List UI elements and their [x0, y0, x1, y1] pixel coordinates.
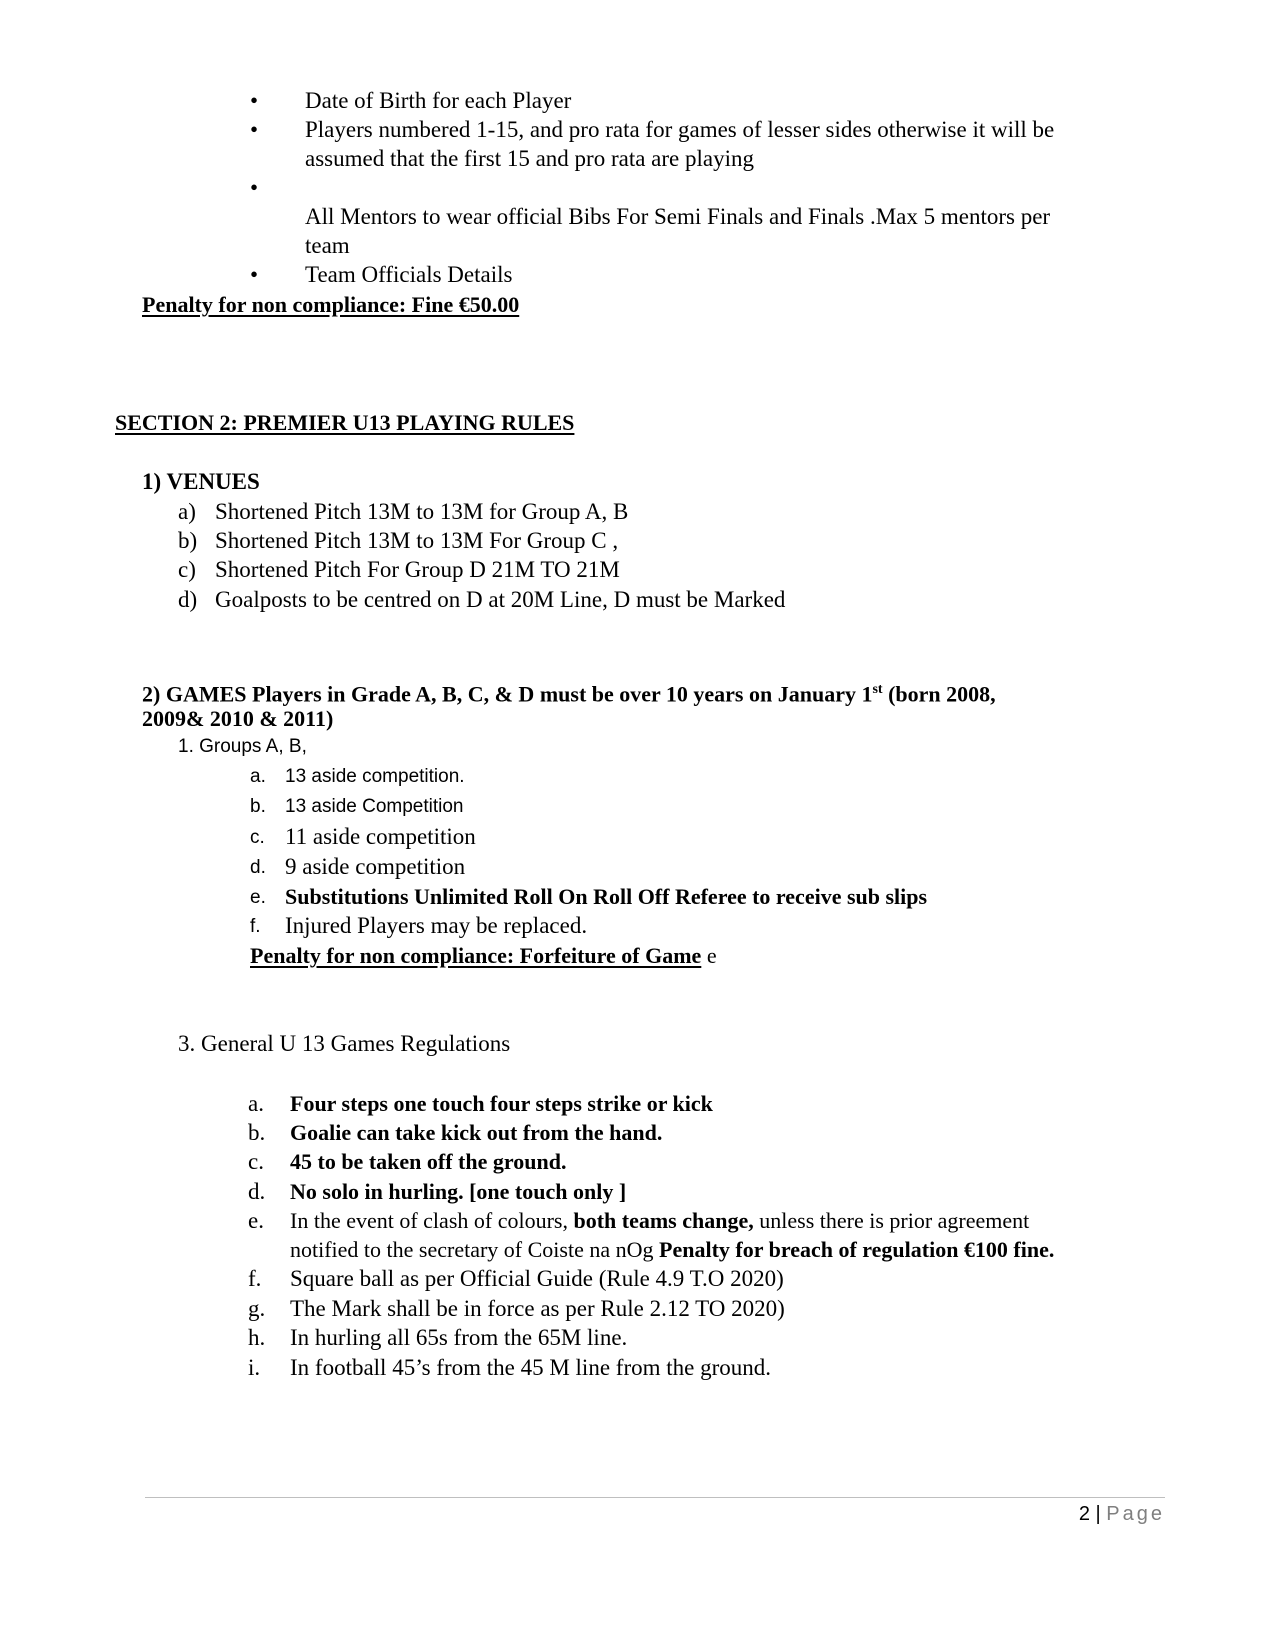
list-marker: a.	[248, 1091, 264, 1116]
list-item: Square ball as per Official Guide (Rule 4.9 T.O 2020)	[290, 1266, 784, 1291]
page-label: Page	[1106, 1503, 1165, 1525]
list-marker: g.	[248, 1296, 266, 1321]
footer-divider	[145, 1497, 1165, 1498]
list-marker: d.	[248, 1179, 266, 1204]
list-marker: c)	[178, 557, 196, 582]
list-item: Date of Birth for each Player	[305, 88, 572, 113]
list-marker: e.	[248, 1208, 264, 1233]
groups-label: 1. Groups A, B,	[178, 736, 307, 757]
list-item: 45 to be taken off the ground.	[290, 1149, 567, 1174]
list-item: 9 aside competition	[285, 854, 466, 879]
list-marker: b.	[250, 796, 266, 817]
list-marker: b)	[178, 528, 198, 553]
list-item: Four steps one touch four steps strike or kick	[290, 1091, 713, 1116]
page-number: 2	[1078, 1503, 1090, 1525]
games-penalty	[250, 941, 717, 971]
list-marker: c.	[250, 827, 265, 848]
list-item: Goalposts to be centred on D at 20M Line, D must be Marked	[215, 587, 786, 612]
list-marker: d.	[250, 857, 266, 878]
clash-text-cont: notified to the secretary of Coiste na nOg	[290, 1237, 660, 1262]
bullet: •	[250, 88, 259, 113]
list-item: No solo in hurling. [one touch only ]	[290, 1179, 627, 1204]
list-item: All Mentors to wear official Bibs For Semi Finals and Finals .Max 5 mentors per	[305, 204, 1051, 229]
list-item: In hurling all 65s from the 65M line.	[290, 1325, 628, 1350]
list-marker: f.	[248, 1266, 262, 1291]
games-heading-text: 2) GAMES Players in Grade A, B, C, & D must be over 10 years on January 1	[142, 681, 873, 707]
bullet: •	[250, 117, 259, 142]
bullet: •	[250, 175, 259, 200]
bullet: •	[250, 262, 259, 287]
page-separator: |	[1095, 1503, 1101, 1525]
list-item: 13 aside Competition	[285, 796, 464, 817]
penalty-tail: e	[701, 943, 717, 968]
list-item: Players numbered 1-15, and pro rata for games of lesser sides otherwise it will be	[305, 117, 1055, 142]
list-item: The Mark shall be in force as per Rule 2.12 TO 2020)	[290, 1296, 785, 1321]
games-heading-superscript: st	[872, 682, 883, 697]
list-marker: h.	[248, 1325, 266, 1350]
list-item: In football 45’s from the 45 M line from the ground.	[290, 1355, 772, 1380]
games-heading-text-tail: (born 2008,	[882, 681, 996, 707]
clash-emphasis: both teams change,	[573, 1208, 754, 1233]
list-item-continuation: team	[305, 233, 350, 258]
breach-penalty: Penalty for breach of regulation €100 fine.	[659, 1237, 1055, 1262]
page-footer	[1079, 1500, 1165, 1528]
list-item-line1	[290, 1206, 1029, 1236]
list-item: Goalie can take kick out from the hand.	[290, 1120, 663, 1145]
penalty-forfeiture-notice: Penalty for non compliance: Forfeiture of Game	[250, 943, 702, 968]
list-item: Injured Players may be replaced.	[285, 913, 588, 938]
list-marker: i.	[248, 1355, 261, 1380]
general-heading: 3. General U 13 Games Regulations	[178, 1031, 511, 1056]
list-item: Shortened Pitch 13M to 13M for Group A, B	[215, 499, 629, 524]
list-marker: a.	[250, 766, 266, 787]
clash-text: In the event of clash of colours,	[290, 1208, 574, 1233]
list-marker: d)	[178, 587, 198, 612]
clash-text-tail: unless there is prior agreement	[753, 1208, 1030, 1233]
list-marker: f.	[250, 916, 261, 937]
list-item: Team Officials Details	[305, 262, 513, 287]
section-title: SECTION 2: PREMIER U13 PLAYING RULES	[115, 410, 575, 435]
list-item-line2	[290, 1235, 1054, 1265]
list-marker: e.	[250, 887, 266, 908]
list-marker: b.	[248, 1120, 266, 1145]
games-heading-line2: 2009& 2010 & 2011)	[142, 706, 334, 731]
list-marker: a)	[178, 499, 196, 524]
list-item-continuation: assumed that the first 15 and pro rata are playing	[305, 146, 754, 171]
list-item: 11 aside competition	[285, 824, 476, 849]
penalty-fine-notice: Penalty for non compliance: Fine €50.00	[142, 292, 520, 317]
list-item: Shortened Pitch 13M to 13M For Group C ,	[215, 528, 619, 553]
list-marker: c.	[248, 1149, 264, 1174]
venues-heading: 1) VENUES	[142, 469, 260, 494]
list-item: Shortened Pitch For Group D 21M TO 21M	[215, 557, 620, 582]
list-item: 13 aside competition.	[285, 766, 465, 787]
list-item: Substitutions Unlimited Roll On Roll Off Referee to receive sub slips	[285, 884, 928, 909]
